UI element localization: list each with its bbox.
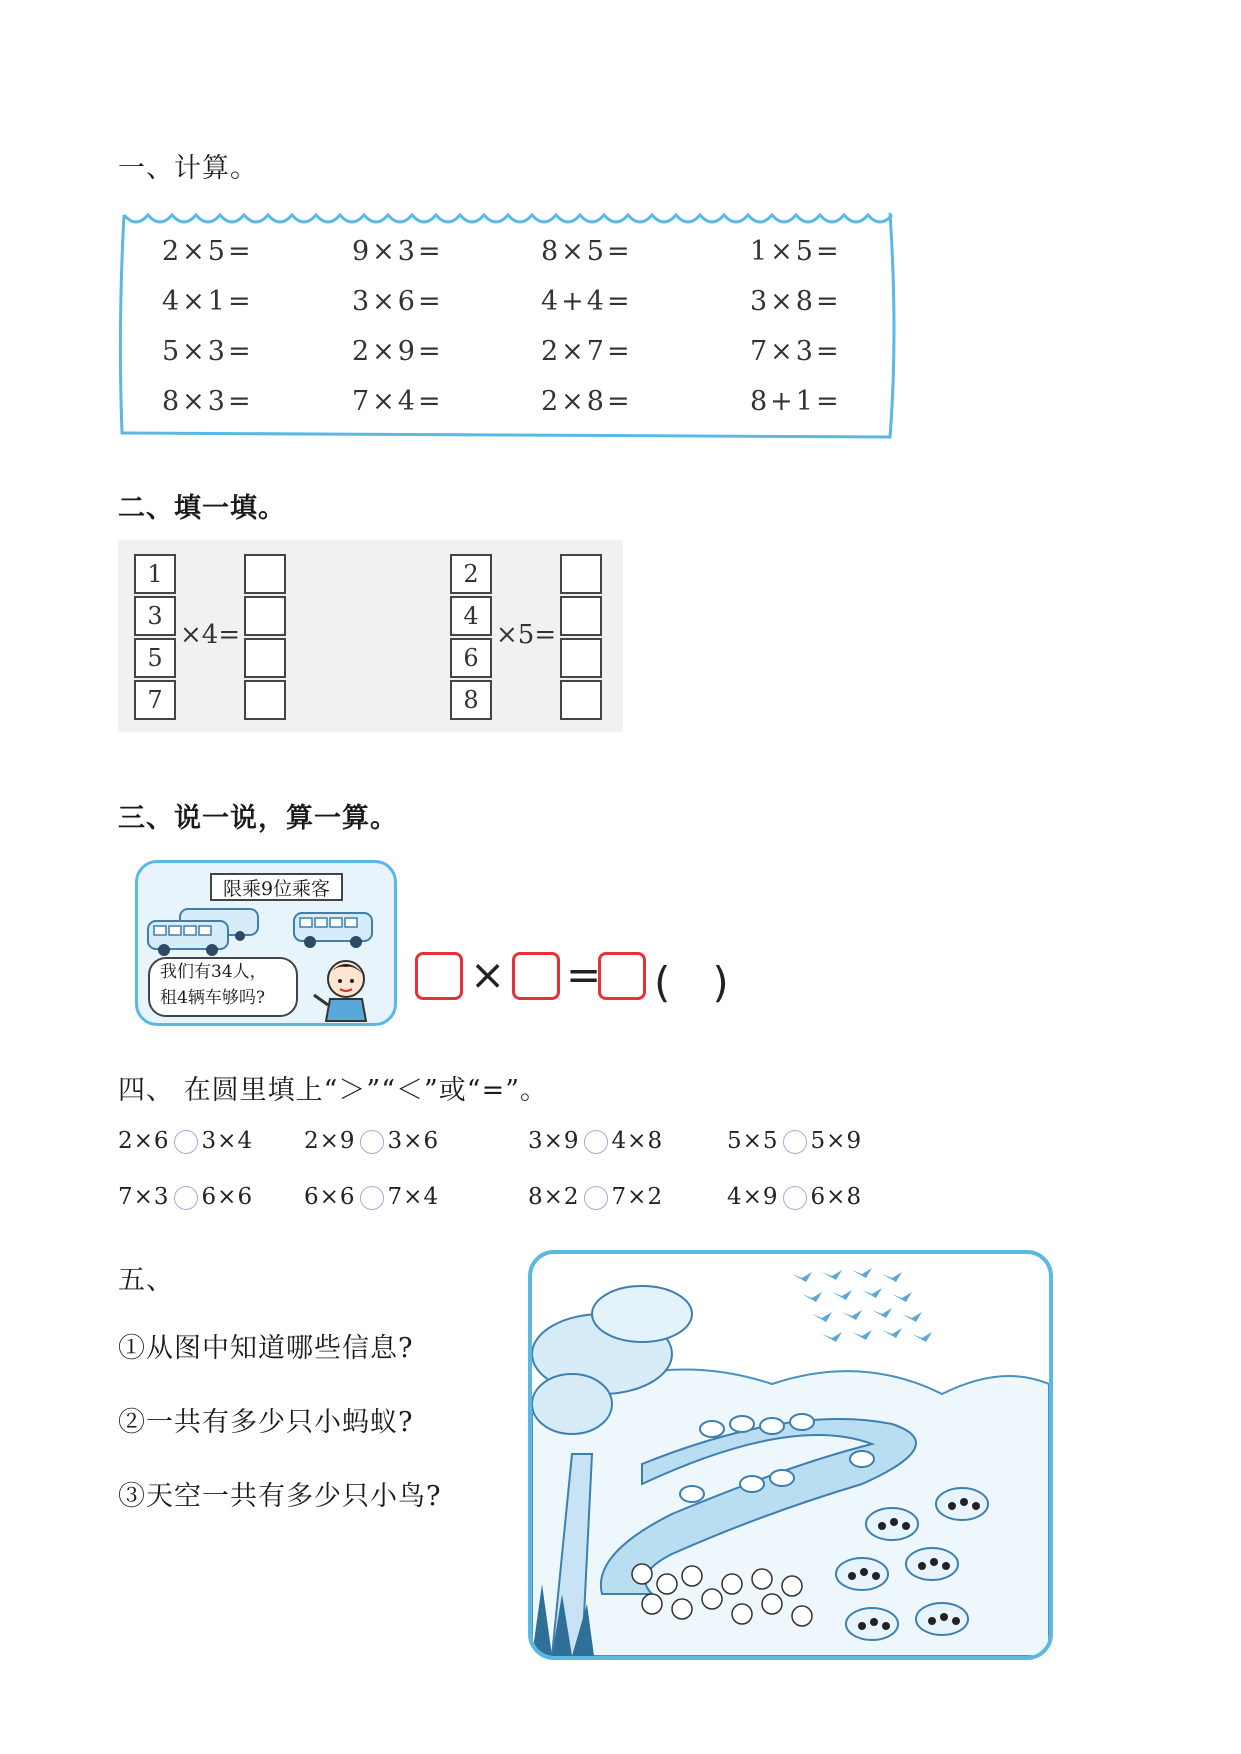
section1-heading: 一、计算。 [118,153,258,184]
number-cell: 7 [134,680,176,720]
nature-scene [528,1250,1053,1660]
compare-circle[interactable] [174,1186,198,1210]
compare-left: 5×5 [727,1128,779,1154]
compare-right: 6×8 [810,1184,863,1210]
calc-cell: 8+1= [750,386,842,417]
calc-cell: 1×5= [750,236,842,267]
speech-bubble [148,957,298,1017]
number-cell: 1 [134,554,176,594]
compare-circle[interactable] [360,1186,384,1210]
calc-cell: 2×9= [352,336,444,367]
compare-right: 4×8 [611,1128,664,1154]
answer-paren: ( ) [654,958,729,1007]
speech-line: 我们有34人， [160,962,267,982]
section4-heading: 四、 在圆里填上“＞”“＜”或“=”。 [118,1075,549,1106]
number-cell: 2 [450,554,492,594]
answer-cell[interactable] [244,596,286,636]
multiplier-text: ×5= [496,620,557,650]
answer-cell[interactable] [244,638,286,678]
calc-cell: 3×8= [750,286,842,317]
question-3: ③天空一共有多少只小鸟? [118,1481,442,1512]
bus-scene-card [135,860,397,1026]
compare-right: 6×6 [201,1184,254,1210]
answer-box-product[interactable] [598,952,646,1000]
multiplier-text: ×4= [180,620,241,650]
answer-cell[interactable] [560,596,602,636]
answer-cell[interactable] [244,554,286,594]
calc-cell: 2×5= [162,236,254,267]
compare-circle[interactable] [783,1130,807,1154]
equals-sign: = [566,950,602,999]
calc-cell: 3×6= [352,286,444,317]
answer-cell[interactable] [560,638,602,678]
calc-cell: 9×3= [352,236,444,267]
compare-item [528,1128,663,1154]
number-cell: 8 [450,680,492,720]
compare-circle[interactable] [360,1130,384,1154]
compare-item [118,1128,253,1154]
answer-box-factor2[interactable] [512,952,560,1000]
number-cell: 4 [450,596,492,636]
calc-cell: 7×3= [750,336,842,367]
compare-left: 3×9 [528,1128,580,1154]
bus-icon [144,905,394,959]
compare-left: 7×3 [118,1184,170,1210]
compare-item [118,1184,253,1210]
compare-left: 4×9 [727,1184,779,1210]
question-1: ①从图中知道哪些信息? [118,1333,414,1364]
compare-circle[interactable] [174,1130,198,1154]
compare-left: 2×6 [118,1128,170,1154]
calc-cell: 2×8= [541,386,633,417]
compare-right: 7×2 [611,1184,664,1210]
scene-illustration [532,1254,1049,1656]
answer-cell[interactable] [560,554,602,594]
calc-cell: 5×3= [162,336,254,367]
compare-right: 3×6 [387,1128,440,1154]
boy-icon [310,955,380,1023]
compare-left: 8×2 [528,1184,580,1210]
compare-circle[interactable] [783,1186,807,1210]
number-cell: 5 [134,638,176,678]
calc-cell: 2×7= [541,336,633,367]
calc-cell: 8×3= [162,386,254,417]
speech-line: 租4辆车够吗? [160,988,265,1008]
calc-cell: 8×5= [541,236,633,267]
number-cell: 6 [450,638,492,678]
answer-cell[interactable] [560,680,602,720]
compare-item [727,1128,862,1154]
compare-circle[interactable] [584,1186,608,1210]
section3-heading: 三、说一说，算一算。 [118,803,398,834]
answer-box-factor1[interactable] [415,952,463,1000]
compare-right: 3×4 [201,1128,254,1154]
answer-cell[interactable] [244,680,286,720]
number-cell: 3 [134,596,176,636]
question-2: ②一共有多少只小蚂蚁? [118,1407,414,1438]
compare-item [528,1184,663,1210]
compare-right: 5×9 [810,1128,863,1154]
compare-left: 2×9 [304,1128,356,1154]
section5-heading: 五、 [118,1265,174,1296]
bird-icon [792,1268,932,1342]
calc-cell: 7×4= [352,386,444,417]
compare-circle[interactable] [584,1130,608,1154]
calc-cell: 4×1= [162,286,254,317]
compare-item [304,1128,439,1154]
compare-item [304,1184,439,1210]
capacity-sign: 限乘9位乘客 [210,873,343,901]
calc-cell: 4+4= [541,286,633,317]
compare-left: 6×6 [304,1184,356,1210]
compare-item [727,1184,862,1210]
fill-panel [118,540,623,732]
compare-right: 7×4 [387,1184,440,1210]
times-sign: × [470,950,506,999]
section2-heading: 二、填一填。 [118,493,286,524]
